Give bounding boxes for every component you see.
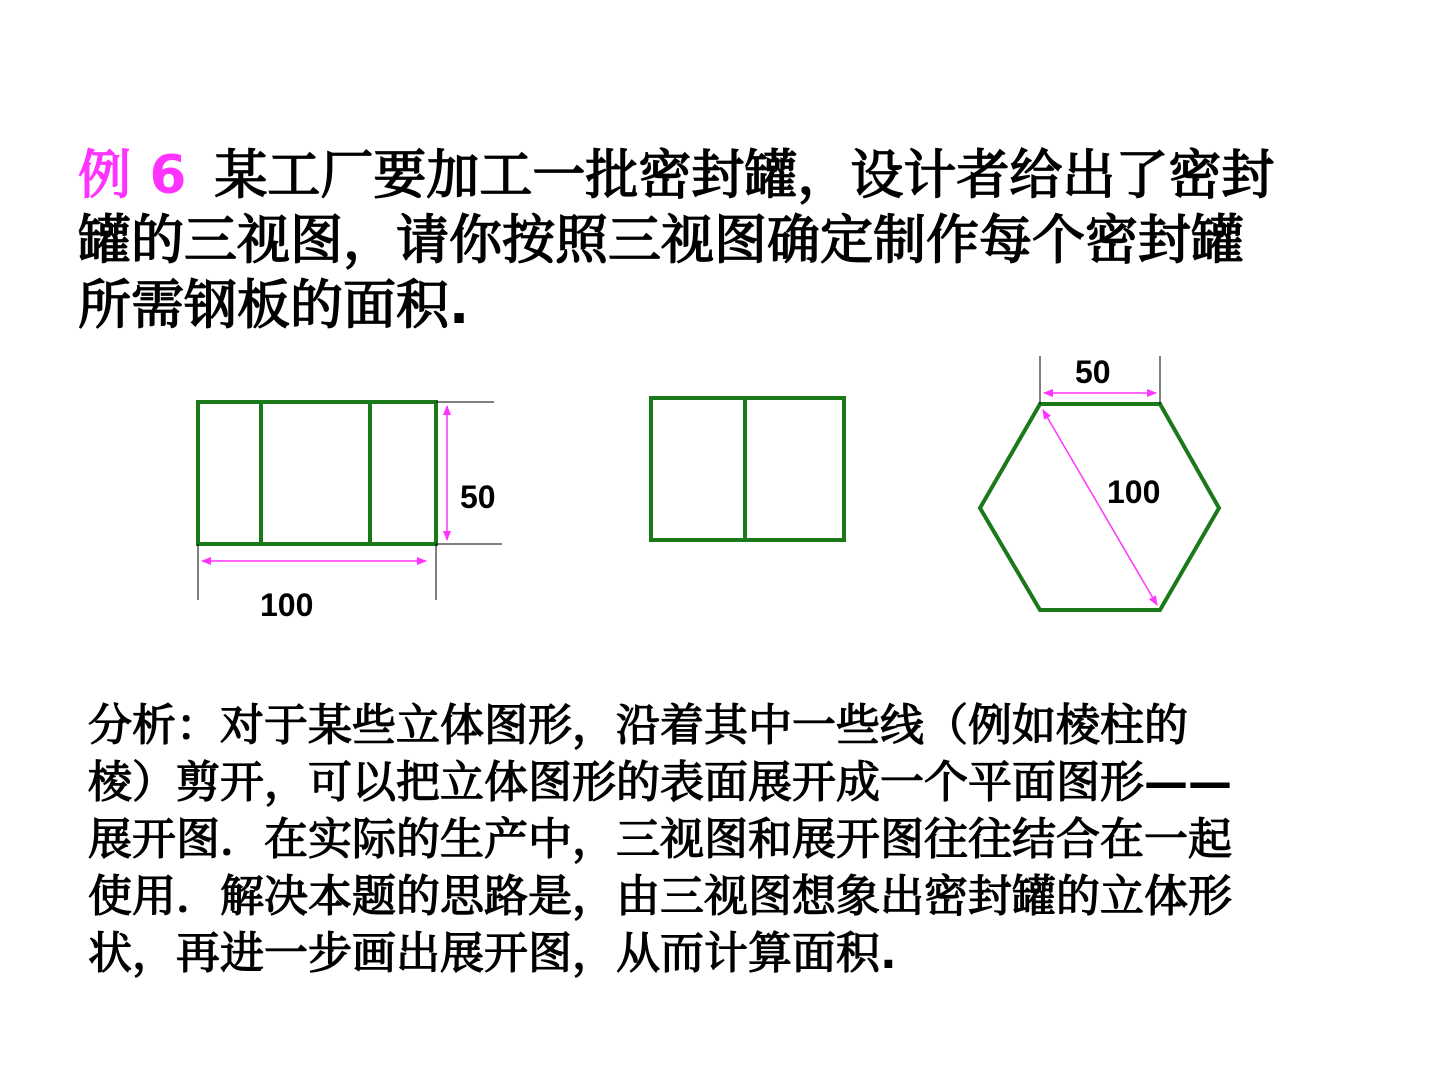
problem-statement xyxy=(78,143,1378,338)
problem-text-1: 某工厂要加工一批密封罐，设计者给出了密封 xyxy=(214,145,1275,206)
front-width-label: 100 xyxy=(260,587,314,623)
top-width-label: 50 xyxy=(1075,354,1111,390)
problem-line-1 xyxy=(78,143,1378,208)
three-view-diagram xyxy=(0,340,1440,640)
problem-line-3: 所需钢板的面积. xyxy=(78,275,470,336)
analysis-line-5: 状，再进一步画出展开图，从而计算面积. xyxy=(88,928,897,979)
top-view xyxy=(980,354,1219,610)
front-height-label: 50 xyxy=(460,479,496,515)
front-view-outline xyxy=(198,402,436,544)
top-diagonal-label: 100 xyxy=(1107,474,1161,510)
analysis-line-1: 分析：对于某些立体图形，沿着其中一些线（例如棱柱的 xyxy=(88,700,1188,751)
front-view xyxy=(198,402,502,623)
analysis-line-4: 使用．解决本题的思路是，由三视图想象出密封罐的立体形 xyxy=(88,871,1232,922)
example-label: 例 6 xyxy=(78,145,187,206)
analysis-text xyxy=(88,697,1388,982)
side-view xyxy=(651,398,844,540)
problem-line-2: 罐的三视图，请你按照三视图确定制作每个密封罐 xyxy=(78,210,1244,271)
side-view-outline xyxy=(651,398,844,540)
analysis-line-3: 展开图．在实际的生产中，三视图和展开图往往结合在一起 xyxy=(88,814,1232,865)
analysis-line-2: 棱）剪开，可以把立体图形的表面展开成一个平面图形—— xyxy=(88,757,1232,808)
